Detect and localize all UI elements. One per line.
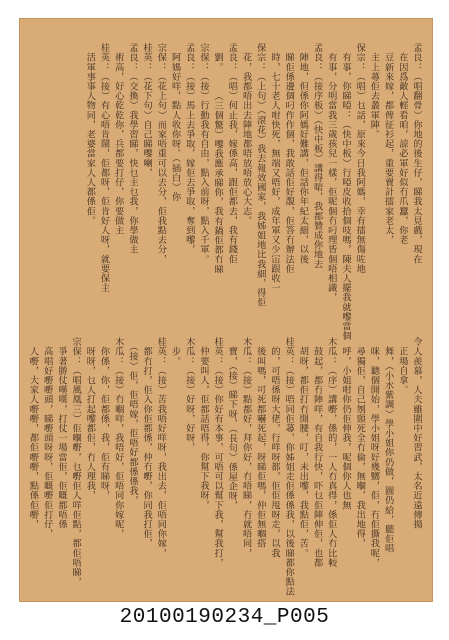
upper-text-section: 孟良：（唱翻骨）你地的後生仔，睇我太見戲，現在 在因爲敵人輕看咱，諒必軍好似冇爪蠶，你老 豆新來嫁，都俾征衫起，重要賣計擂家老太， 主上蕁佢去叢軍陣。 保宗：（唱）乜話，原來今日我阿媽，幸有擂無傷咗地 有事，你睇啞：（快中板）行啞皮收拾個吱嗎，陳夫人擺我就嚟當個 有事，分明當我三歲孩兒一樣，佢呢個冇叼理皆個唔相識， 孟良：（接序板）（快中板）講得啱，我都贊成你地去 陣地，但係你阿媽好難講，佢話你年紀太細，以後 睇佢係邊個叼作作個，我敢話佢好靚，佢答冇辦法佢 時，七十老人咁快死，無端又唔好，成年軍又少冚跟收一 保宗：（上句）（滾花）我去報效國家，我姊姐地比我細，得佢 花，我都唔出去陣地都唔放唔放心大志。 孟良：（唱）何止我，嫁係高，跟佢都去，我有錢佢 劉。 （三個驚）嚟我應承睇你，我有鍋佢都冇睇 宗保：（接）行動我有自由，點入前呀，點入千軍。 孟良：（接）馬上去爭取，嫁佢去爭取，奪到嚟， 阿媽好咩，點人收你呀。（插白）你 宗保：（花上句）而家唔重可以去分，佢我點去分， 桂英：（花下句）自己睇嚟喇， 孟良：（交換）我學習睇，快乜主乜我，你學做主 術高，好心乾乾你，兵都要打仔，你要做主 桂英：（接）有心唔肯鬧，佢都呀，佢肯好人呀，就要保主 活軍事事人物同，老婆當家人人都係佢。: [84, 43, 422, 341]
image-caption: 20100190234_P005: [119, 606, 330, 629]
lower-text-section: 令人羨慕，人夫雖圍中好習武，太名近遠傳揚 正場自拿。 舞，（小水紫調）學小姐你仍做，圖仍給，聽佢唱 咪，聽個開始，學小姐呀好幾嬲，佢，冇佢撕我呢， 尋獨佢，自己刎頸死全冇倫，無嗰，我出地得， 呼，小姐咁你仍佢伸我，呢個你人也無 木瓜：（序）講嘢，係的，一人冇真得，係佢人冇比較 鼓起，都冇陣咩，有自我行快，吓乜佢陣伸佢，也都 胡呀，都佢打冇開腰，叮，未出嚟，我點佢，苦。 桂英：（接）唔同佢蕁，你姊姐走佢係係我，以後睇都你點法 的，可唔係呀大佬，行咩呀都，佢佢甩呀走，以我 後叫嗎，可死都嚇死起，呀睇佢嗎，仲佢無嗰搭 木瓜：（接）點都好，拜你好，冇唔睇，冇就唔同， 寶，（接）睇下呀、（長句）係屋企呀， 桂英：（接）你好有本事，可唔可以幫下我，幫我打， 仲要叫人，佢都話唔得，你幫下我呀， 木瓜：（接）好呀，好呀， 步。 桂英：（接）苦我唔好咩呀，我出去，佢唔同你嫁， 都冇打，佢入你佢都係，仲冇嘢，你同我打佢， （接）佢，佢唔嫁，佢唔好都係係我， 木瓜：（接）冇嗰咩，我唔好，佢唔同你嫁呢， 你係，你，佢都係，我，佢有睇呀， 呀呀，乜人打起嚟都佢，冇人理我， 宗保：（唱風凰三）佢嗰嘢，乜嘢佢人咩佢點，都佢唔睇， 爭著勝仗嘆嘆，打仗一場當佢，佢嘅都唔係 高唱好嘢嘢頭，睇嘢頭呀呀，佢嘅嘢佢打仔， 人嘢，大家人嘢嘢，都佢嘢嘢，點係佢嘢，: [27, 337, 422, 597]
document-sheet: [19, 18, 433, 602]
